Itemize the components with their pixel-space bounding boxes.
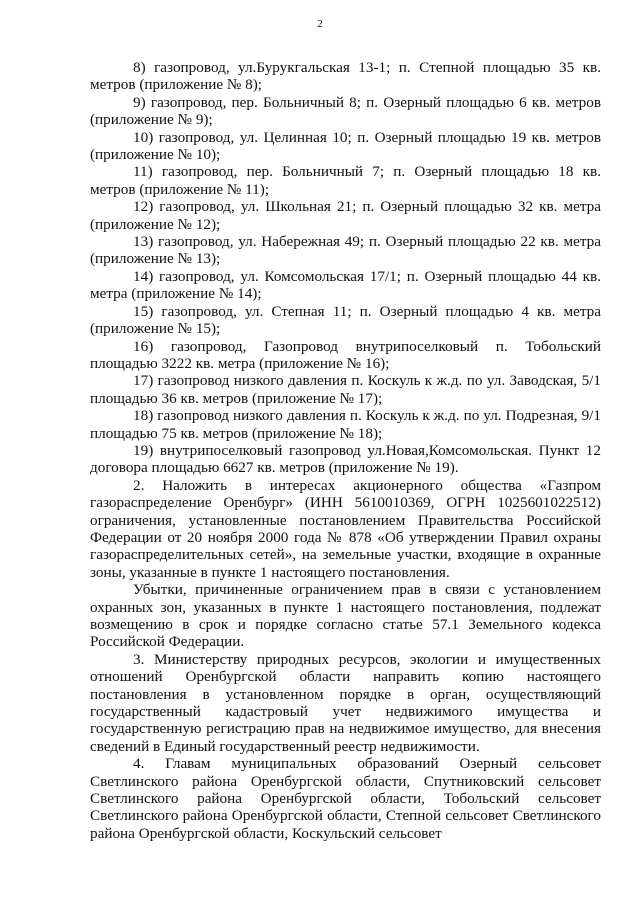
list-item-13: 13) газопровод, ул. Набережная 49; п. Озерный площадью 22 кв. метра (приложение № 13); — [90, 233, 601, 268]
list-item-10: 10) газопровод, ул. Целинная 10; п. Озерный площадью 19 кв. метров (приложение № 10); — [90, 128, 601, 164]
list-item-18: 18) газопровод низкого давления п. Коскуль к ж.д. по ул. Подрезная, 9/1 площадью 75 кв. метров (приложение № 18); — [90, 407, 601, 442]
list-item-12: 12) газопровод, ул. Школьная 21; п. Озерный площадью 32 кв. метра (приложение № 12); — [90, 198, 601, 233]
list-item-14: 14) газопровод, ул. Комсомольская 17/1; п. Озерный площадью 44 кв. метра (приложение № 14); — [90, 267, 601, 303]
list-item-16: 16) газопровод, Газопровод внутрипоселковый п. Тобольский площадью 3222 кв. метра (приложение № 16); — [90, 337, 601, 372]
list-item-9: 9) газопровод, пер. Больничный 8; п. Озерный площадью 6 кв. метров (приложение № 9); — [90, 93, 601, 129]
list-item-11: 11) газопровод, пер. Больничный 7; п. Озерный площадью 18 кв. метров (приложение № 11); — [90, 163, 601, 198]
list-item-15: 15) газопровод, ул. Степная 11; п. Озерный площадью 4 кв. метра (приложение № 15); — [90, 302, 601, 338]
clause-4: 4. Главам муниципальных образований Озерный сельсовет Светлинского района Оренбургской области, Спутниковский сельсовет Светлинского района Оренбургской области, Тобольский сельсовет Светлинского района Оренбургской области, Степной сельсовет Светлинского района Оренбургской области, Коскульский сельсовет — [90, 755, 601, 842]
document-body — [90, 59, 601, 842]
clause-2-losses: Убытки, причиненные ограничением прав в связи с установлением охранных зон, указанных в пункте 1 настоящего постановления, подлежат возмещению в срок и порядке согласно статье 57.1 Земельного кодекса Российской Федерации. — [90, 581, 601, 651]
page-number: 2 — [317, 18, 323, 30]
clause-3: 3. Министерству природных ресурсов, экологии и имущественных отношений Оренбургской области направить копию настоящего постановления в установленном порядке в орган, осуществляющий государственный кадастровый учет недвижимого имущества и государственную регистрацию прав на недвижимое имущество, для внесения сведений в Единый государственный реестр недвижимости. — [90, 650, 601, 755]
list-item-8: 8) газопровод, ул.Бурукгальская 13-1; п. Степной площадью 35 кв. метров (приложение № 8); — [90, 59, 601, 94]
list-item-19: 19) внутрипоселковый газопровод ул.Новая,Комсомольская. Пункт 12 договора площадью 6627 кв. метров (приложение № 19). — [90, 441, 601, 477]
list-item-17: 17) газопровод низкого давления п. Коскуль к ж.д. по ул. Заводская, 5/1 площадью 36 кв. метров (приложение № 17); — [90, 372, 601, 407]
clause-2: 2. Наложить в интересах акционерного общества «Газпром газораспределение Оренбург» (ИНН 5610010369, ОГРН 1025601022512) ограничения, установленные постановлением Правительства Российской Федерации от 20 ноября 2000 года № 878 «Об утверждении Правил охраны газораспределительных сетей», на земельные участки, входящие в охранные зоны, указанные в пункте 1 настоящего постановления. — [90, 476, 601, 581]
